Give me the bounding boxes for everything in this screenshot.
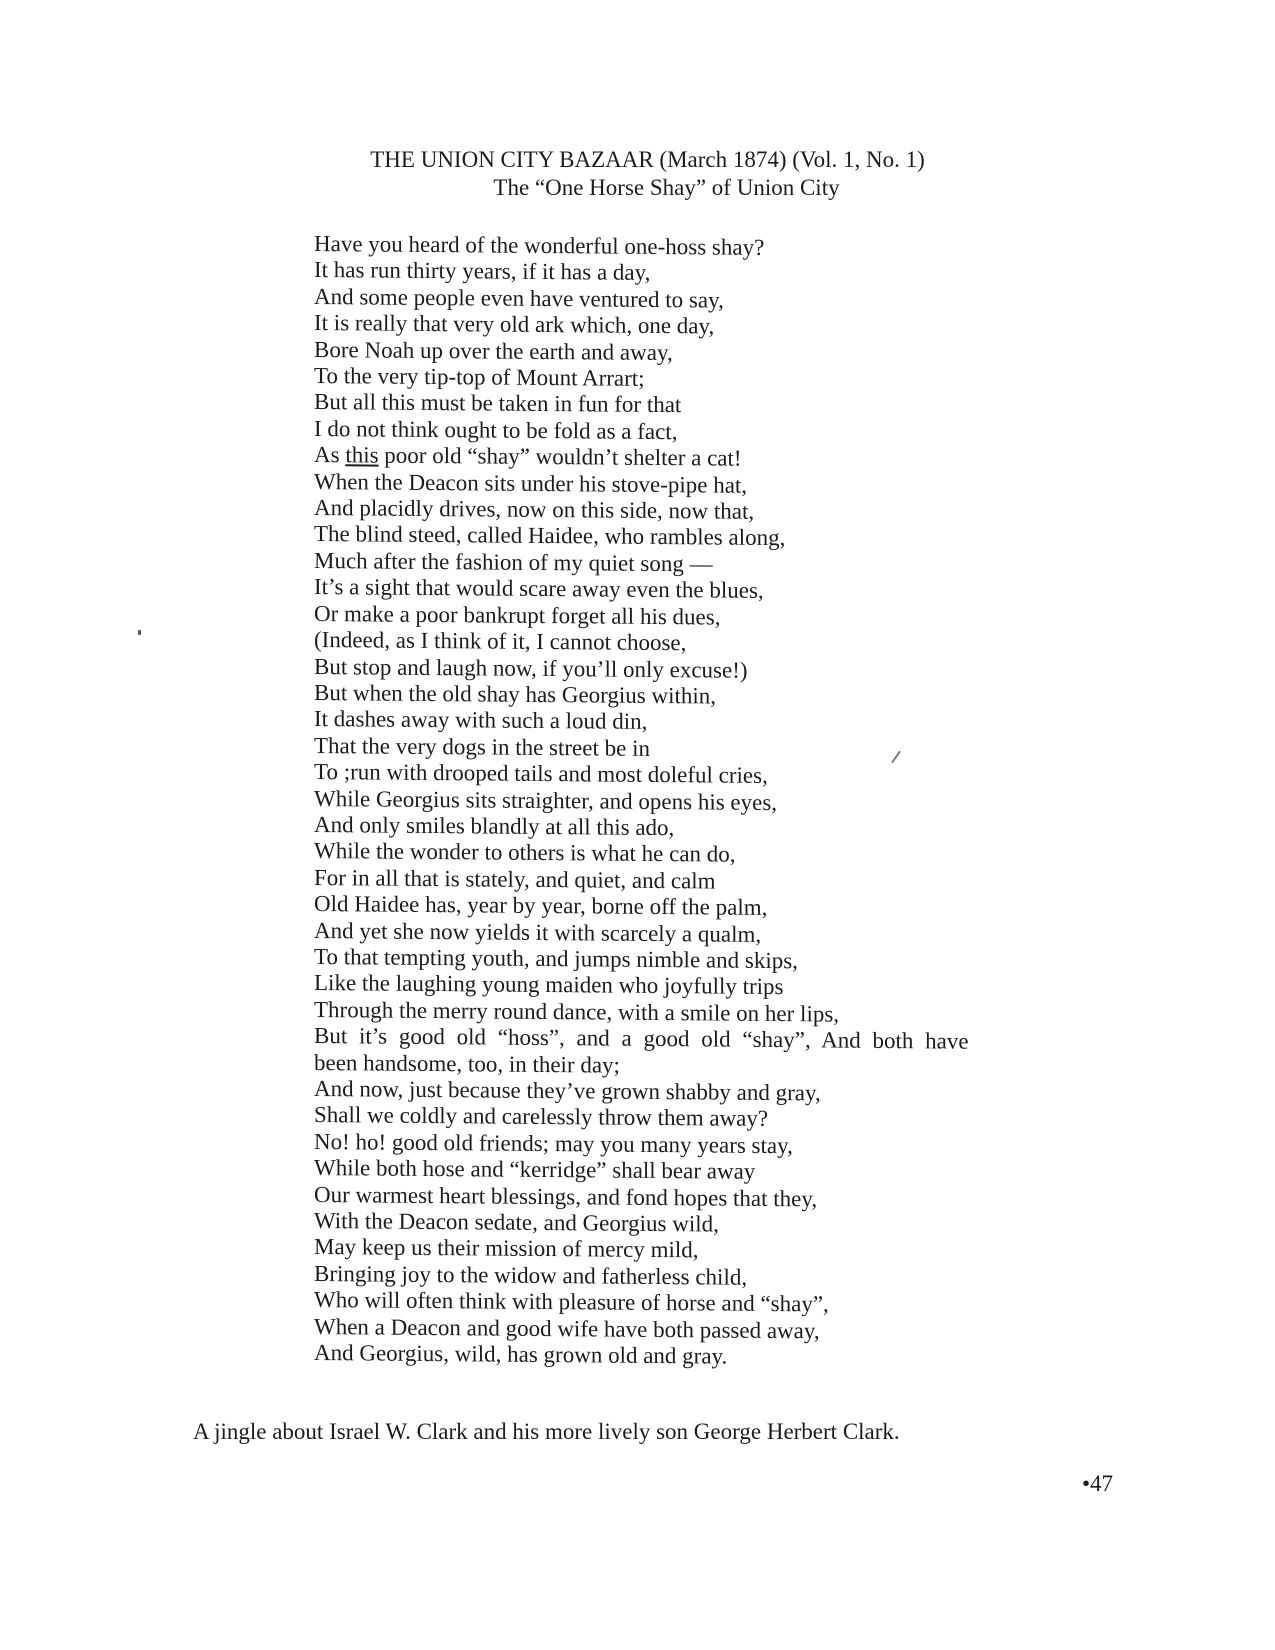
poem-line: No! ho! good old friends; may you many years stay,: [314, 1128, 793, 1158]
scan-speck: [138, 630, 141, 635]
poem-line: And yet she now yields it with scarcely a qualm,: [314, 917, 762, 947]
poem-line: For in all that is stately, and quiet, and calm: [314, 864, 716, 894]
poem-line: And some people even have ventured to say,: [314, 283, 724, 313]
poem-body: [314, 231, 1074, 1369]
poem-line: been handsome, too, in their day;: [314, 1049, 620, 1078]
poem-title: The “One Horse Shay” of Union City: [493, 175, 840, 200]
poem-line: I do not think ought to be fold as a fact,: [314, 415, 678, 445]
poem-line: With the Deacon sedate, and Georgius wild,: [314, 1208, 719, 1237]
poem-line: To the very tip-top of Mount Arrart;: [314, 363, 645, 391]
poem-line: Or make a poor bankrupt forget all his dues,: [314, 600, 721, 630]
article-title: THE UNION CITY BAZAAR (March 1874) (Vol. 1, No. 1): [370, 147, 925, 172]
poem-line: To that tempting youth, and jumps nimble and skips,: [314, 943, 798, 974]
poem-text: As: [314, 442, 346, 468]
poem-line: But it’s good old “hoss”, and a good old “shay”, And both have: [314, 1023, 969, 1054]
poem-text: poor old “shay” wouldn’t shelter a cat!: [378, 442, 742, 471]
poem-line: May keep us their mission of mercy mild,: [314, 1234, 699, 1263]
poem-line: And only smiles blandly at all this ado,: [314, 811, 675, 841]
poem-line: Like the laughing young maiden who joyfully trips: [314, 970, 784, 1000]
poem-line: While Georgius sits straighter, and opens his eyes,: [314, 785, 778, 815]
poem-line: Have you heard of the wonderful one-hoss shay?: [314, 231, 765, 260]
poem-line: It dashes away with such a loud din,: [314, 706, 648, 735]
poem-line: But when the old shay has Georgius within,: [314, 679, 717, 709]
poem-line: Bore Noah up over the earth and away,: [314, 336, 673, 365]
poem-line: Through the merry round dance, with a smile on her lips,: [314, 996, 840, 1027]
poem-line: It is really that very old ark which, one day,: [314, 310, 715, 339]
poem-line: Shall we coldly and carelessly throw them away?: [314, 1102, 769, 1132]
poem-line: That the very dogs in the street be in: [314, 732, 650, 761]
poem-line: Old Haidee has, year by year, borne off the palm,: [314, 891, 768, 921]
poem-line: While both hose and “kerridge” shall bear away: [314, 1155, 756, 1185]
poem-line: When the Deacon sits under his stove-pipe hat,: [314, 468, 748, 498]
poem-line: Who will often think with pleasure of horse and “shay”,: [314, 1287, 829, 1317]
underlined-word: this: [345, 442, 379, 468]
poem-line: To ;run with drooped tails and most doleful cries,: [314, 759, 768, 789]
poem-line: But all this must be taken in fun for that: [314, 389, 682, 418]
poem-line: Our warmest heart blessings, and fond hopes that they,: [314, 1181, 818, 1212]
poem-line: When a Deacon and good wife have both passed away,: [314, 1313, 820, 1344]
article-header: [0, 146, 1275, 202]
poem-line: And placidly drives, now on this side, now that,: [314, 495, 755, 524]
poem-line: Much after the fashion of my quiet song —: [314, 547, 713, 577]
footnote: A jingle about Israel W. Clark and his more lively son George Herbert Clark.: [193, 1419, 900, 1444]
poem-line: And now, just because they’ve grown shabby and gray,: [314, 1076, 821, 1106]
poem-line: While the wonder to others is what he can do,: [314, 838, 736, 868]
poem-line: (Indeed, as I think of it, I cannot choose,: [314, 627, 687, 656]
poem-line: It has run thirty years, if it has a day,: [314, 257, 651, 286]
poem-line: Bringing joy to the widow and fatherless child,: [314, 1260, 748, 1290]
poem-line: The blind steed, called Haidee, who rambles along,: [314, 521, 786, 551]
poem-line: And Georgius, wild, has grown old and gray.: [314, 1340, 728, 1369]
poem-line: It’s a sight that would scare away even the blues,: [314, 574, 764, 604]
poem-line: But stop and laugh now, if you’ll only excuse!): [314, 653, 748, 683]
page-number: •47: [1082, 1471, 1114, 1496]
